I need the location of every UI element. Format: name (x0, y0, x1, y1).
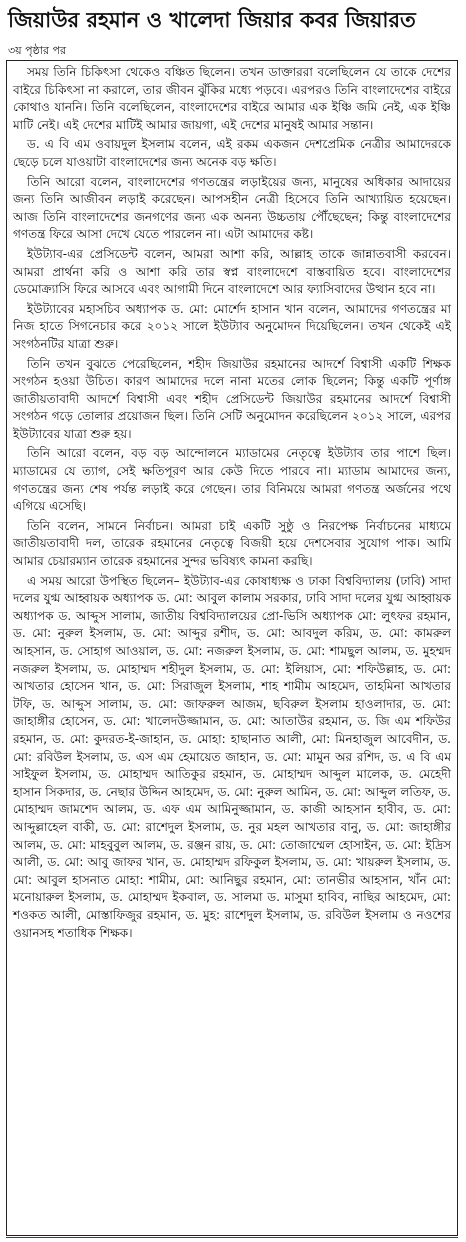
paragraph: তিনি তখন বুঝতে পেরেছিলেন, শহীদ জিয়াউর রহমানের আদর্শে বিশ্বাসী একটি শিক্ষক সংগঠন হওয়া উচিত। কারণ আমাদের দলে নানা মতের লোক ছিলেন; কিন্তু একটি পূর্ণাঙ্গ জাতীয়তাবাদী আদর্শে বিশ্বাসী এবং শহীদ প্রেসিডেন্ট জিয়াউর রহমানের আদর্শে বিশ্বাসী সংগঠন গড়ে তোলার প্রয়োজন ছিল। তিনি সেটি অনুমোদন করেছিলেন ২০১২ সালে, এরপর ইউট্যাবের যাত্রা শুরু হয়। (13, 356, 451, 441)
paragraph: তিনি বলেন, সামনে নির্বাচন। আমরা চাই একটি সুষ্ঠু ও নিরপেক্ষ নির্বাচনের মাধ্যমে জাতীয়তাবাদী দল, তারেক রহমানের নেতৃত্বে বিজয়ী হয়ে দেশসেবার সুযোগ পাক। আমি আমার চেয়ারম্যান তারেক রহমানের সুন্দর ভবিষ্যৎ কামনা করছি। (13, 518, 451, 569)
paragraph: সময় তিনি চিকিৎসা থেকেও বঞ্চিত ছিলেন। তখন ডাক্তাররা বলেছিলেন যে তাকে দেশের বাইরে চিকিৎসা না করালে, তার জীবন ঝুঁকির মধ্যে পড়বে। এরপরও তিনি বাংলাদেশের বাইরে কোথাও যাননি। তিনি বলেছিলেন, বাংলাদেশের বাইরে আমার এক ইঞ্চি জমি নেই, এক ইঞ্চি মাটি নেই। এই দেশের মাটিই আমার জায়গা, এই দেশের মানুষই আমার সন্তান। (13, 65, 451, 132)
paragraph: ড. এ বি এম ওবায়দুল ইসলাম বলেন, এই রকম একজন দেশপ্রেমিক নেত্রীর আমাদেরকে ছেড়ে চলে যাওয়াটা বাংলাদেশের জন্য অনেক বড় ক্ষতি। (13, 137, 451, 169)
paragraph: ইউট্যাবের মহাসচিব অধ্যাপক ড. মো: মোর্শেদ হাসান খান বলেন, আমাদের গণতন্ত্রের মা নিজ হাতে সিগনেচার করে ২০১২ সালে ইউট্যাব অনুমোদন দিয়েছিলেন। তখন থেকেই এই সংগঠনটির যাত্রা শুরু। (13, 301, 451, 351)
paragraph: তিনি আরো বলেন, বড় বড় আন্দোলনে ম্যাডামের নেতৃত্বে ইউট্যাব তার পাশে ছিল। ম্যাডামের যে ত্যাগ, সেই ক্ষতিপূরণ আর কেউ দিতে পারবে না। ম্যাডাম আমাদের জন্য, গণতন্ত্রের জন্য শেষ পর্যন্ত লড়াই করে গেছেন। তার বিনিময়ে আমরা গণতন্ত্র অর্জনের পথে এগিয়ে এসেছি। (13, 446, 451, 514)
article-body (6, 60, 458, 1236)
continued-from-note: ৩য় পৃষ্ঠার পর (8, 44, 67, 57)
paragraph: এ সময় আরো উপস্থিত ছিলেন– ইউট্যাব-এর কোষাধ্যক্ষ ও ঢাকা বিশ্ববিদ্যালয় (ঢাবি) সাদা দলের যুগ্ম আহ্বায়ক অধ্যাপক ড. মো: আবুল কালাম সরকার, ঢাবি সাদা দলের যুগ্ম আহ্বায়ক অধ্যাপক ড. আব্দুস সালাম, জাতীয় বিশ্ববিদ্যালয়ের প্রো-ভিসি অধ্যাপক মো: লুৎফর রহমান, ড. মো: নুরুল ইসলাম, ড. মো: আব্দুর রশীদ, ড. মো: আবদুল করিম, ড. মো: কামরুল আহসান, ড. সোহাগ আওয়াল, ড. মো: নজরুল ইসলাম, ড. মো: শামছুল আলম, ড. মুহম্মদ নজরুল ইসলাম, ড. মোহাম্মদ শহীদুল ইসলাম, ড. মো: ইলিয়াস, মো: শফিউল্লাহ, ড. মো: আখতার হোসেন খান, ড. মো: সিরাজুল ইসলাম, শাহ শামীম আহমেদ, তাহমিনা আখতার টফি, ড. আব্দুস সালাম, ড. মো: জাফরুল আজম, ছবিরুল ইসলাম হাওলাদার, ড. মো: জাহাঙ্গীর হোসেন, ড. মো: খালেদউজ্জামান, ড. মো: আতাউর রহমান, ড. জি এম শফিউর রহমান, ড. মো: কুদরত-ই-জাহান, ড. মোহা: হাছানাত আলী, মো: মিনহাজুল আবেদীন, ড. মো: রবিউল ইসলাম, ড. এস এম হেমায়েত জাহান, ড. মো: মামুন অর রশিদ, ড. এ বি এম সাইফুল ইসলাম, ড. মোহাম্মদ আতিকুর রহমান, ড. মোহাম্মদ আব্দুল মালেক, ড. মেহেদী হাসান সিকদার, ড. নেছার উদ্দিন আহমেদ, ড. মো: নুরুল আমিন, ড. মো: আব্দুল লতিফ, ড. মোহাম্মদ জামশেদ আলম, ড. এফ এম আমিনুজ্জামান, ড. কাজী আহসান হাবীব, ড. মো: আব্দুল্লাহেল বাকী, ড. মো: রাশেদুল ইসলাম, ড. নুর মহল আখতার বানু, ড. মো: জাহাঙ্গীর আলম, ড. মো: মাহবুবুল আলম, ড. রঞ্জন রায়, ড. মো: তোজাম্মেল হোসাইন, ড. মো: ইদ্রিস আলী, ড. মো: আবু জাফর খান, ড. মোহাম্মদ রফিকুল ইসলাম, ড. মো: খায়রুল ইসলাম, ড. মো: আবুল হাসনাত মোহা: শামীম, মো: আনিছুর রহমান, মো: তানভীর আহসান, খাঁন মো: মনোয়ারুল ইসলাম, ড. মোহাম্মদ ইকবাল, ড. সালমা ড. মাসুমা হাবিব, নাছির আহমেদ, মো: শওকত আলী, মোস্তাফিজুর রহমান, ড. মুহ: রাশেদুল ইসলাম, ড. রবিউল ইসলাম ও নওশের ওয়ানসহ শতাধিক শিক্ষক। (13, 573, 451, 940)
paragraph: তিনি আরো বলেন, বাংলাদেশের গণতন্ত্রের লড়াইয়ের জন্য, মানুষের অধিকার আদায়ের জন্য তিনি আজীবন লড়াই করেছেন। আপসহীন নেত্রী হিসেবে তিনি আখ্যায়িত হয়েছেন। আজ তিনি বাংলাদেশের জনগণের জন্য এক অনন্য উচ্চতায় পৌঁছেছেন; কিন্তু বাংলাদেশের গণতন্ত্র ফিরে আসা দেখে যেতে পারলেন না। এটা আমাদের কষ্ট। (13, 174, 451, 242)
paragraph: ইউট্যাব-এর প্রেসিডেন্ট বলেন, আমরা আশা করি, আল্লাহ তাকে জান্নাতবাসী করবেন। আমরা প্রার্থনা করি ও আশা করি তার স্বপ্ন বাংলাদেশে বাস্তবায়িত হবে। বাংলাদেশের ডেমোক্র্যাসি ফিরে আসবে এবং আগামী দিনে বাংলাদেশে আর ফ্যাসিবাদের উত্থান হবে না। (13, 246, 451, 297)
bottom-divider (6, 1237, 458, 1238)
headline: জিয়াউর রহমান ও খালেদা জিয়ার কবর জিয়ারত (8, 8, 416, 32)
